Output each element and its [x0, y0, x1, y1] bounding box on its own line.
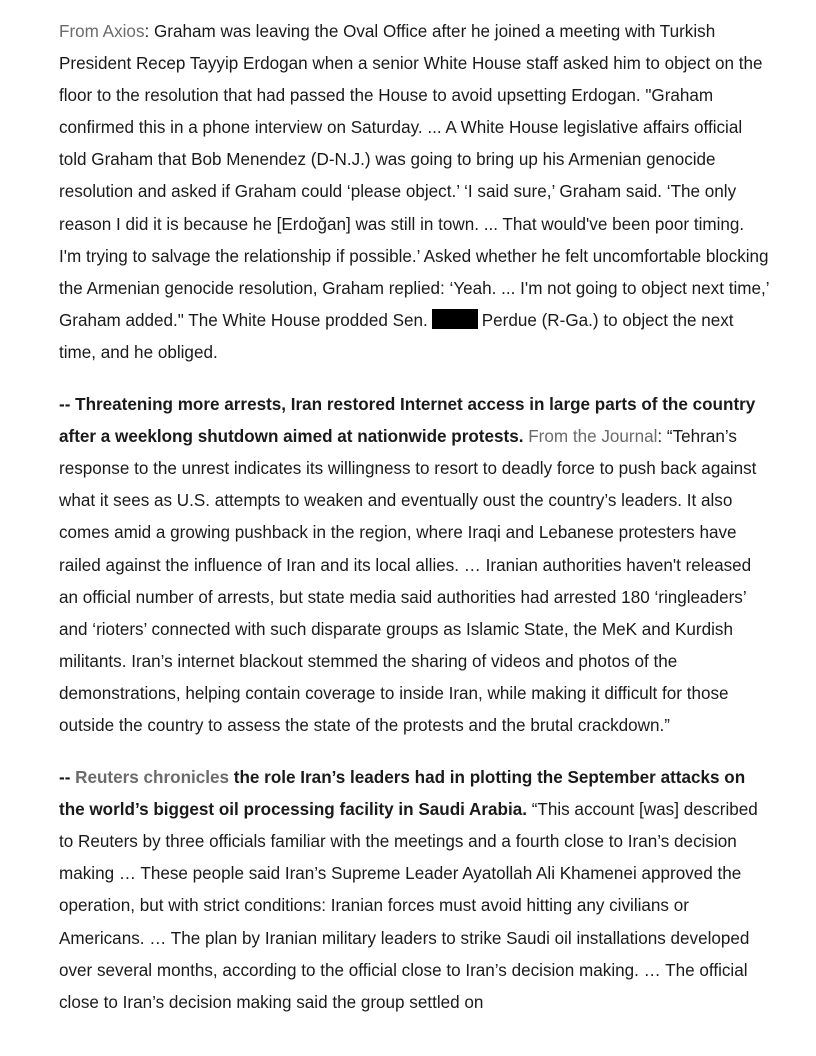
source-link-journal[interactable]: From the Journal — [528, 427, 658, 447]
source-link-axios[interactable]: From Axios — [59, 22, 145, 41]
paragraph-text: : “Tehran’s response to the unrest indicates its willingness to resort to deadly force to push back against what it sees as U.S. attempts to weaken and eventually oust the country’s leaders. It also comes amid a growing pushback in the region, where Iraqi and Lebanese protesters have railed against the influence of Iran and its local allies. … Iranian authorities haven't released an official number of arrests, but state media said authorities had arrested 180 ‘ringleaders’ and ‘rioters’ connected with such disparate groups as Islamic State, the MeK and Kurdish militants. Iran’s internet blackout stemmed the sharing of videos and photos of the demonstrations, helping contain coverage to inside Iran, while making it difficult for those outside the country to assess the state of the protests and the brutal crackdown.” — [59, 427, 757, 735]
headline: the role Iran’s leaders had in plotting the September attacks on the world’s biggest oil processing facility in Saudi Arabia. — [59, 768, 746, 820]
headline: -- Threatening more arrests, Iran restored Internet access in large parts of the country after a weeklong shutdown aimed at nationwide protests. — [59, 395, 756, 447]
paragraph-text: “This account [was] described to Reuters by three officials familiar with the meetings and a fourth close to Iran’s decision making … These people said Iran’s Supreme Leader Ayatollah Ali Khamenei approved the operation, but with strict conditions: Iranian forces must avoid hitting any civilians or Americans. … The plan by Iranian military leaders to strike Saudi oil installations developed over several months, according to the official close to Iran’s decision making. … The official close to Iran’s decision making said the group settled on — [59, 800, 758, 1012]
paragraph-text: : Graham was leaving the Oval Office after he joined a meeting with Turkish President Recep Tayyip Erdogan when a senior White House staff asked him to object on the floor to the resolution that had passed the House to avoid upsetting Erdogan. "Graham confirmed this in a phone interview on Saturday. ... A White House legislative affairs official told Graham that Bob Menendez (D-N.J.) was going to bring up his Armenian genocide resolution and asked if Graham could ‘please object.’ ‘I said sure,’ Graham said. ‘The only reason I did it is because he [Erdoğan] was still in town. ... That would've been poor timing. I'm trying to salvage the relationship if possible.’ Asked whether he felt uncomfortable blocking the Armenian genocide resolution, Graham replied: ‘Yeah. ... I'm not going to object next time,’ Graham added." The White House prodded Sen. — [59, 22, 769, 330]
paragraph-text: Perdue (R-Ga.) to object the next time, and he obliged. — [59, 310, 734, 362]
paragraph-iran-internet — [59, 389, 770, 742]
paragraph-reuters — [59, 762, 770, 1019]
headline-prefix: -- — [59, 768, 76, 788]
source-link-reuters[interactable]: Reuters chronicles — [75, 768, 230, 788]
redaction-block — [432, 309, 478, 329]
paragraph-axios — [59, 16, 770, 369]
